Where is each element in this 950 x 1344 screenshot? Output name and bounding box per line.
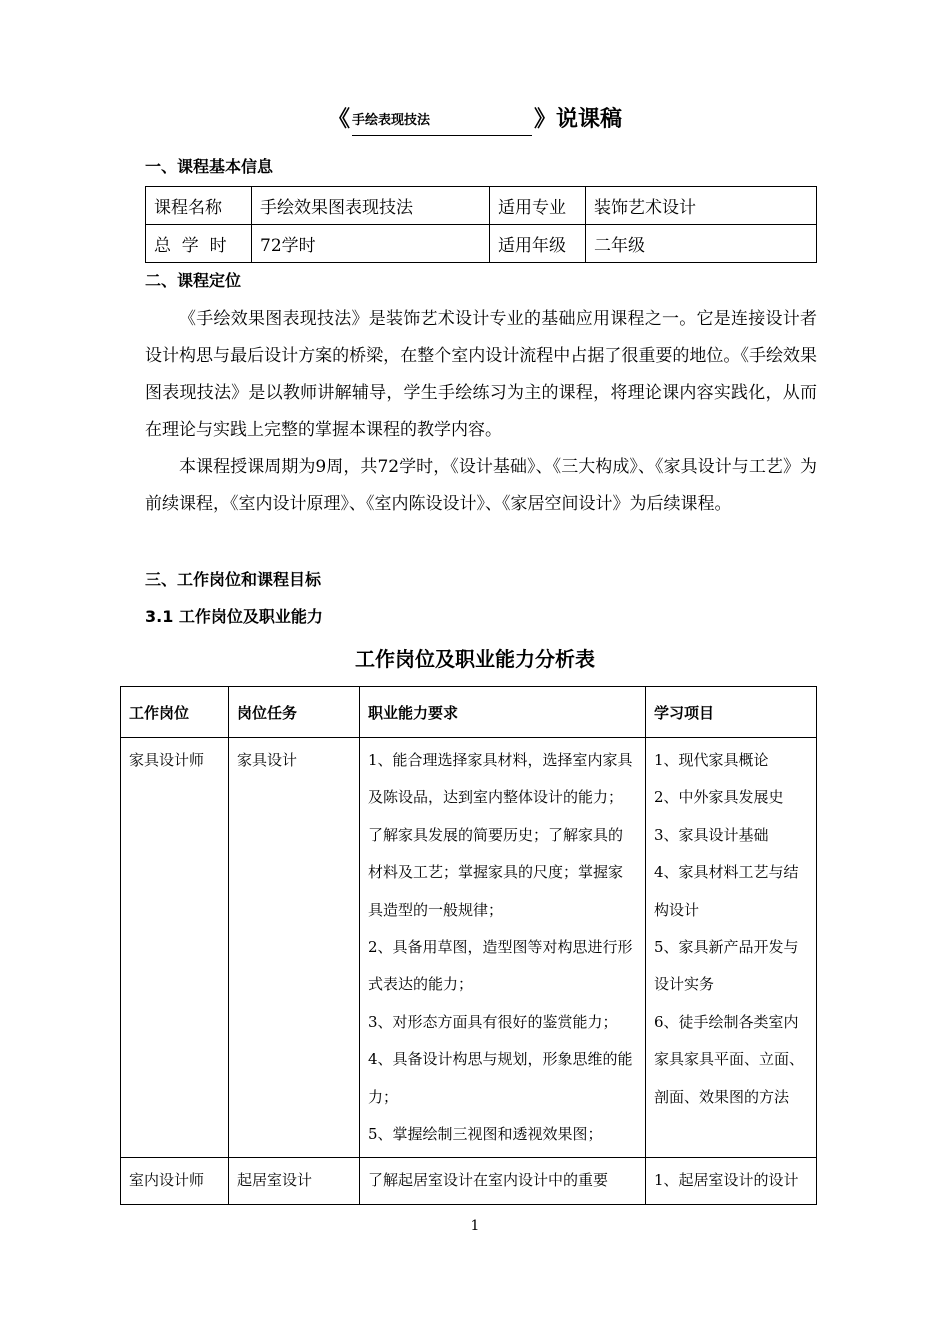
requirement-item: 5、掌握绘制三视图和透视效果图；: [368, 1125, 603, 1144]
course-positioning-paragraph: 《手绘效果图表现技法》是装饰艺术设计专业的基础应用课程之一。它是连接设计者设计构思与最后设计方案的桥梁，在整个室内设计流程中占据了很重要的地位。《手绘效果图表现技法》是以教师讲解辅导，学生手绘练习为主的课程，将理论课内容实践化，从而在理论与实践上完整的掌握本课程的教学内容。: [145, 309, 817, 440]
title-open-mark: 《: [327, 107, 350, 132]
title-course-name: 手绘表现技法: [352, 107, 532, 136]
job-analysis-table: [120, 686, 817, 1205]
requirement-item: 了解起居室设计在室内设计中的重要: [368, 1171, 609, 1190]
document-title: [0, 100, 950, 140]
table-cell: 手绘效果图表现技法: [252, 187, 490, 225]
project-item: 2、中外家具发展史: [654, 788, 784, 807]
post-cell: 室内设计师: [121, 1158, 229, 1204]
project-item: 1、起居室设计的设计: [654, 1171, 799, 1190]
table-cell: 课程名称: [146, 187, 252, 225]
table-cell: 适用专业: [490, 187, 586, 225]
column-header: 工作岗位: [121, 687, 229, 738]
project-item: 3、家具设计基础: [654, 825, 769, 844]
course-schedule-paragraph: 本课程授课周期为9周，共72学时，《设计基础》、《三大构成》、《家具设计与工艺》为前续课程，《室内设计原理》、《室内陈设设计》、《家居空间设计》为后续课程。: [145, 457, 817, 514]
table-row: [146, 187, 817, 225]
table-cell: 二年级: [586, 225, 817, 263]
title-close-mark: 》说课稿: [534, 107, 623, 132]
requirement-item: 2、具备用草图，造型图等对构思进行形式表达的能力；: [368, 938, 633, 994]
basic-info-table: [145, 186, 817, 263]
post-cell: 家具设计师: [121, 738, 229, 1158]
table-cell: 总 学 时: [146, 225, 252, 263]
page-number: 1: [470, 1218, 480, 1234]
requirements-cell: [360, 1158, 646, 1204]
requirement-item: 1、能合理选择家具材料，选择室内家具及陈设品，达到室内整体设计的能力；了解家具发展的简要历史；了解家具的材料及工艺；掌握家具的尺度；掌握家具造型的一般规律；: [368, 751, 633, 919]
requirements-cell: [360, 738, 646, 1158]
projects-cell: [646, 738, 817, 1158]
section3-heading: 三、工作岗位和课程目标: [145, 570, 322, 589]
requirement-item: 3、对形态方面具有很好的鉴赏能力；: [368, 1012, 618, 1031]
table-row: [146, 225, 817, 263]
table-cell: 72学时: [252, 225, 490, 263]
project-item: 1、现代家具概论: [654, 751, 769, 769]
table-cell: 适用年级: [490, 225, 586, 263]
column-header: 职业能力要求: [360, 687, 646, 738]
table-row: [121, 1158, 817, 1204]
requirement-item: 4、具备设计构思与规划，形象思维的能力；: [368, 1050, 633, 1106]
task-cell: 起居室设计: [229, 1158, 360, 1204]
column-header: 岗位任务: [229, 687, 360, 738]
task-cell: 家具设计: [229, 738, 360, 1158]
section2-heading: 二、课程定位: [145, 271, 242, 290]
section1-heading: 一、课程基本信息: [145, 157, 274, 176]
analysis-table-title: 工作岗位及职业能力分析表: [355, 647, 595, 671]
column-header: 学习项目: [646, 687, 817, 738]
projects-cell: [646, 1158, 817, 1204]
table-header-row: [121, 687, 817, 738]
section3-subheading: 3.1 工作岗位及职业能力: [145, 607, 323, 626]
table-cell: 装饰艺术设计: [586, 187, 817, 225]
table-row: [121, 738, 817, 1158]
project-item: 5、家具新产品开发与设计实务: [654, 938, 799, 994]
project-item: 6、徒手绘制各类室内家具家具平面、立面、剖面、效果图的方法: [654, 1012, 805, 1106]
project-item: 4、家具材料工艺与结构设计: [654, 863, 799, 919]
